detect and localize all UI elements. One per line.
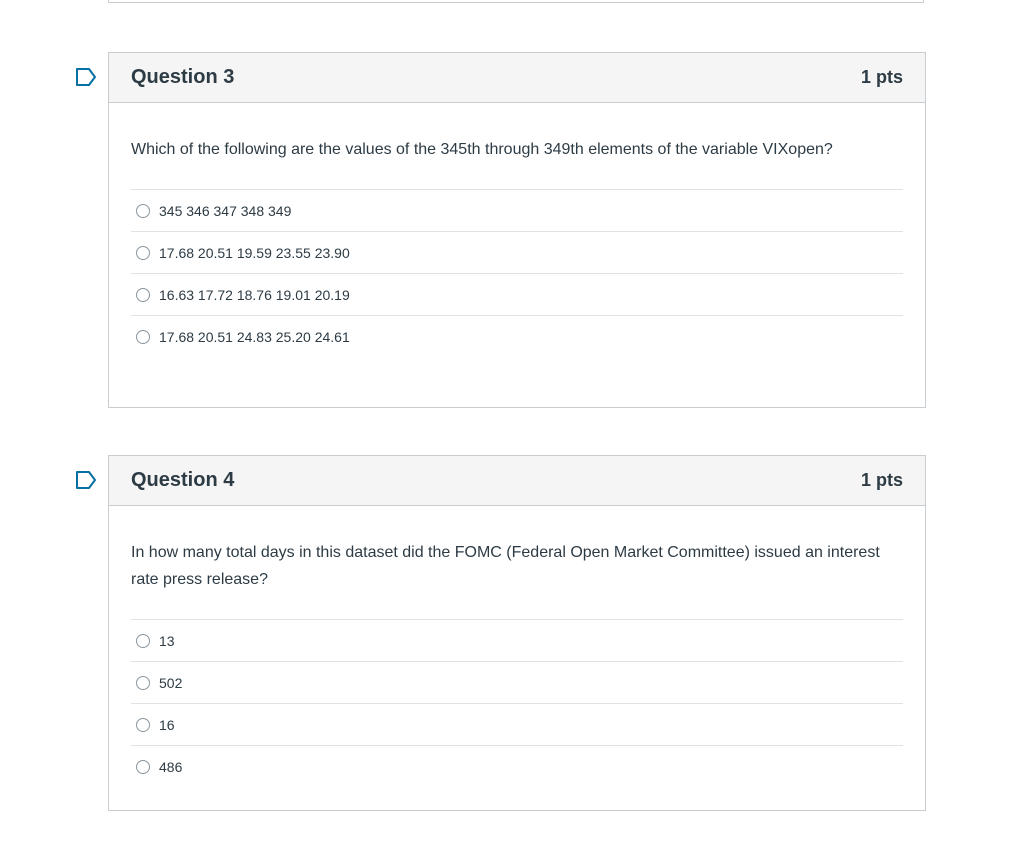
answer-label: 17.68 20.51 24.83 25.20 24.61 (159, 329, 350, 345)
question-points: 1 pts (860, 470, 903, 490)
radio-button-icon[interactable] (136, 718, 150, 732)
answer-option[interactable] (131, 316, 903, 358)
radio-button-icon[interactable] (136, 204, 150, 218)
answer-option[interactable] (131, 232, 903, 274)
question-title: Question 3 (131, 66, 235, 88)
answer-option[interactable] (131, 662, 903, 704)
flag-question-icon[interactable] (75, 67, 97, 87)
question-card-3 (108, 52, 926, 408)
answer-list (131, 189, 903, 358)
question-body (109, 506, 925, 788)
radio-button-icon[interactable] (136, 246, 150, 260)
question-text: Which of the following are the values of the 345th through 349th elements of the variable VIXopen? (131, 141, 833, 158)
question-header (109, 456, 925, 506)
radio-button-icon[interactable] (136, 634, 150, 648)
radio-button-icon[interactable] (136, 288, 150, 302)
radio-button-icon[interactable] (136, 760, 150, 774)
answer-list (131, 619, 903, 788)
radio-button-icon[interactable] (136, 330, 150, 344)
answer-label: 16.63 17.72 18.76 19.01 20.19 (159, 286, 350, 303)
answer-label: 17.68 20.51 19.59 23.55 23.90 (159, 244, 350, 261)
flag-question-icon[interactable] (75, 470, 97, 490)
answer-label: 16 (159, 716, 175, 733)
answer-option[interactable] (131, 274, 903, 316)
radio-button-icon[interactable] (136, 676, 150, 690)
answer-label: 502 (159, 674, 183, 691)
previous-question-card (108, 0, 924, 3)
question-body (109, 103, 925, 358)
answer-option[interactable] (131, 746, 903, 788)
question-card-4 (108, 455, 926, 811)
question-text: In how many total days in this dataset did the FOMC (Federal Open Market Committee) issued an interest rate press release? (131, 544, 880, 588)
question-title: Question 4 (131, 469, 235, 491)
answer-label: 345 346 347 348 349 (159, 202, 292, 219)
answer-option[interactable] (131, 704, 903, 746)
question-points: 1 pts (860, 67, 903, 87)
answer-option[interactable] (131, 620, 903, 662)
answer-label: 13 (159, 632, 175, 649)
answer-label: 486 (159, 759, 183, 775)
answer-option[interactable] (131, 190, 903, 232)
question-header (109, 53, 925, 103)
